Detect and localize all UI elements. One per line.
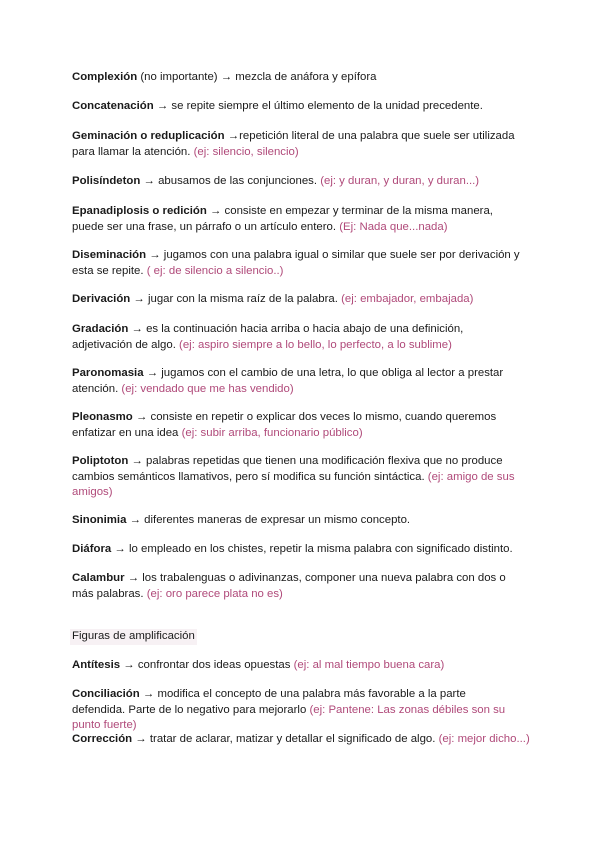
entry-term: Epanadiplosis o redición <box>72 205 207 217</box>
entry-term: Derivación <box>72 293 131 305</box>
entry-example: (ej: oro parece plata no es) <box>146 587 283 600</box>
entry-text: → jugamos con una palabra igual o similar que suele ser por derivación y esta se repite. <box>72 249 520 277</box>
entry-example: (ej: mejor dicho...) <box>438 733 530 745</box>
entry-example: (ej: aspiro siempre a lo bello, lo perfecto, a lo sublime) <box>179 338 452 351</box>
entry-example: (ej: Pantene: Las zonas débiles son su punto fuerte) <box>72 703 506 731</box>
entry-term: Corrección <box>72 733 133 745</box>
entry-term: Pleonasmo <box>72 411 133 423</box>
entry-text: → abusamos de las conjunciones. <box>140 175 321 187</box>
entry-example: (ej: vendado que me has vendido) <box>121 382 294 395</box>
entry-term: Gradación <box>72 323 129 335</box>
entry-example: (ej: subir arriba, funcionario público) <box>181 426 363 439</box>
entry-text: (no importante) → mezcla de anáfora y epífora <box>137 71 377 83</box>
entry-text: → diferentes maneras de expresar un mismo concepto. <box>126 514 411 526</box>
entry-text: → jugar con la misma raíz de la palabra. <box>130 293 342 305</box>
entry-term: Paronomasia <box>72 367 144 379</box>
entry-term: Geminación o reduplicación <box>72 130 225 142</box>
entry-diafora <box>72 542 513 558</box>
entry-complexion <box>72 70 377 86</box>
entry-text: → jugamos con el cambio de una letra, lo que obliga al lector a prestar atención. <box>72 367 504 395</box>
entry-text: → lo empleado en los chistes, repetir la misma palabra con significado distinto. <box>111 543 513 555</box>
entry-polisindeton <box>72 174 479 190</box>
entry-example: ( ej: de silencio a silencio..) <box>146 264 284 277</box>
entry-text: → tratar de aclarar, matizar y detallar el significado de algo. <box>132 733 439 745</box>
entry-derivacion <box>72 292 473 308</box>
entry-term: Conciliación <box>72 688 140 700</box>
entry-term: Sinonimia <box>72 514 127 526</box>
entry-term: Antítesis <box>72 659 121 671</box>
entry-term: Diáfora <box>72 543 112 555</box>
entry-calambur <box>72 571 522 602</box>
entry-diseminacion <box>72 248 522 279</box>
entry-term: Concatenación <box>72 100 154 112</box>
entry-example: (ej: y duran, y duran, y duran...) <box>320 175 480 187</box>
entry-antitesis <box>72 658 444 674</box>
entry-term: Polisíndeton <box>72 175 141 187</box>
entry-example: (ej: silencio, silencio) <box>193 145 299 158</box>
entry-geminacion <box>72 129 522 160</box>
entry-concatenacion <box>72 99 483 115</box>
entry-term: Complexión <box>72 71 138 83</box>
entry-text: → modifica el concepto de una palabra más favorable a la parte defendida. Parte de lo negativo para mejorarlo <box>72 688 466 716</box>
entry-conciliacion <box>72 687 522 734</box>
entry-text: → palabras repetidas que tienen una modificación flexiva que no produce cambios semánticos llamativos, pero sí modifica su función sintáctica. <box>72 455 503 483</box>
entry-text: → los trabalenguas o adivinanzas, componer una nueva palabra con dos o más palabras. <box>72 572 506 600</box>
entry-pleonasmo <box>72 410 522 441</box>
section-heading: Figuras de amplificación <box>70 629 197 645</box>
entry-text: → es la continuación hacia arriba o hacia abajo de una definición, adjetivación de algo. <box>72 323 464 351</box>
entry-text: → confrontar dos ideas opuestas <box>120 659 294 671</box>
entry-example: (Ej: Nada que...nada) <box>339 220 448 233</box>
entry-sinonimia <box>72 513 410 529</box>
entry-term: Calambur <box>72 572 125 584</box>
entry-gradacion <box>72 322 522 353</box>
entry-term: Poliptoton <box>72 455 129 467</box>
entry-example: (ej: al mal tiempo buena cara) <box>293 659 445 671</box>
entry-text: → se repite siempre el último elemento de la unidad precedente. <box>153 100 483 112</box>
entry-term: Diseminación <box>72 249 147 261</box>
entry-example: (ej: embajador, embajada) <box>341 293 474 305</box>
entry-example: (ej: amigo de sus amigos) <box>72 470 515 498</box>
entry-text: → consiste en empezar y terminar de la misma manera, puede ser una frase, un párrafo o un artículo entero. <box>72 205 493 233</box>
entry-paronomasia <box>72 366 522 397</box>
entry-poliptoton <box>72 454 522 501</box>
entry-correccion <box>72 732 532 748</box>
entry-text: →repetición literal de una palabra que suele ser utilizada para llamar la atención. <box>72 130 515 158</box>
entry-epanadiplosis <box>72 204 522 235</box>
entry-text: → consiste en repetir o explicar dos veces lo mismo, cuando queremos enfatizar en una idea <box>72 411 497 439</box>
